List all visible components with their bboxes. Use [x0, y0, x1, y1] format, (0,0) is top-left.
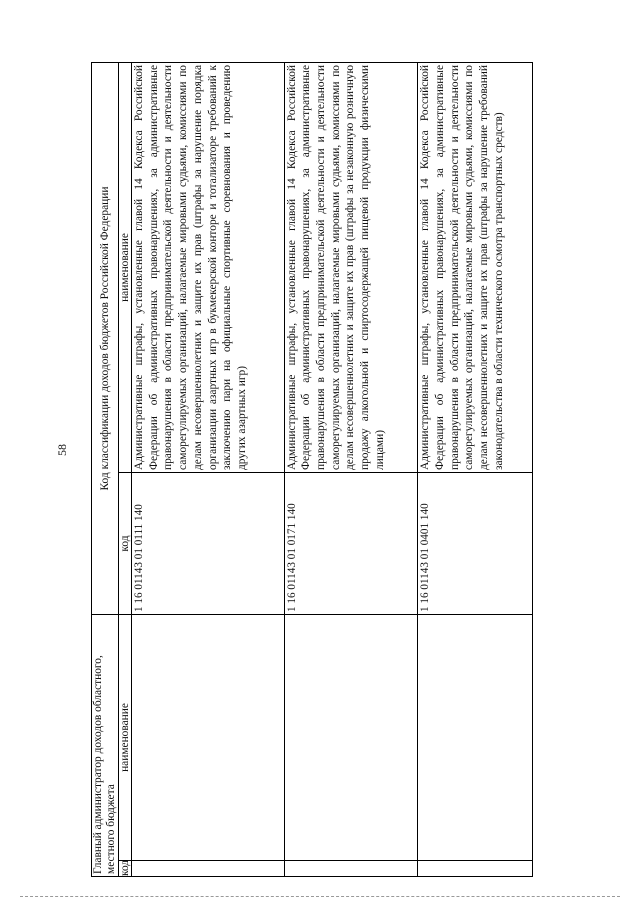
admin-name-header: наименование [119, 615, 132, 861]
admin-code-cell [418, 861, 533, 877]
classification-code-cell: 1 16 01143 01 0111 140 [132, 473, 285, 615]
admin-code-header: код [119, 859, 131, 876]
admin-code-cell [132, 861, 285, 877]
revenue-classification-table [91, 62, 533, 877]
classification-group-header: Код классификации доходов бюджетов Российской Федерации [92, 63, 119, 615]
table-row [284, 63, 418, 877]
classification-name-header: наименование [119, 63, 132, 473]
classification-code-cell: 1 16 01143 01 0401 140 [418, 473, 533, 615]
scan-edge-line [20, 896, 620, 897]
classification-code-header: код [119, 473, 132, 615]
admin-code-cell [284, 861, 418, 877]
admin-name-cell [418, 615, 533, 861]
admin-name-cell [132, 615, 285, 861]
table-row [418, 63, 533, 877]
table-subheader-row [119, 63, 132, 877]
page-number: 58 [55, 444, 69, 456]
classification-name-cell: Административные штрафы, установленные главой 14 Кодекса Российской Федерации об административных правонарушениях, за административные правонарушения в области предпринимательской деятельности и деятельности саморегулируемых организаций, налагаемые мировыми судьями, комиссиями по делам несовершеннолетних и защите их прав (штрафы за нарушение порядка организации азартных игр в букмекерской конторе и тотализаторе требований к заключению пари на официальные спортивные соревнования и проведению других азартных игр) [132, 63, 285, 473]
rotated-page-content [91, 63, 533, 877]
table-header-row [92, 63, 119, 877]
admin-name-cell [284, 615, 418, 861]
admin-group-header: Главный администратор доходов областного, местного бюджета [92, 615, 119, 877]
classification-name-cell: Административные штрафы, установленные главой 14 Кодекса Российской Федерации об административных правонарушениях, за административные правонарушения в области предпринимательской деятельности и деятельности саморегулируемых организаций, налагаемые мировыми судьями, комиссиями по делам несовершеннолетних и защите их прав (штрафы за нарушение требований законодательства в области технического осмотра транспортных средств) [418, 63, 533, 473]
classification-name-cell: Административные штрафы, установленные главой 14 Кодекса Российской Федерации об административных правонарушениях, за административные правонарушения в области предпринимательской деятельности и деятельности саморегулируемых организаций, налагаемые мировыми судьями, комиссиями по делам несовершеннолетних и защите их прав (штрафы за незаконную розничную продажу алкогольной и спиртосодержащей пищевой продукции физическими лицами) [284, 63, 418, 473]
classification-code-cell: 1 16 01143 01 0171 140 [284, 473, 418, 615]
table-row [132, 63, 285, 877]
